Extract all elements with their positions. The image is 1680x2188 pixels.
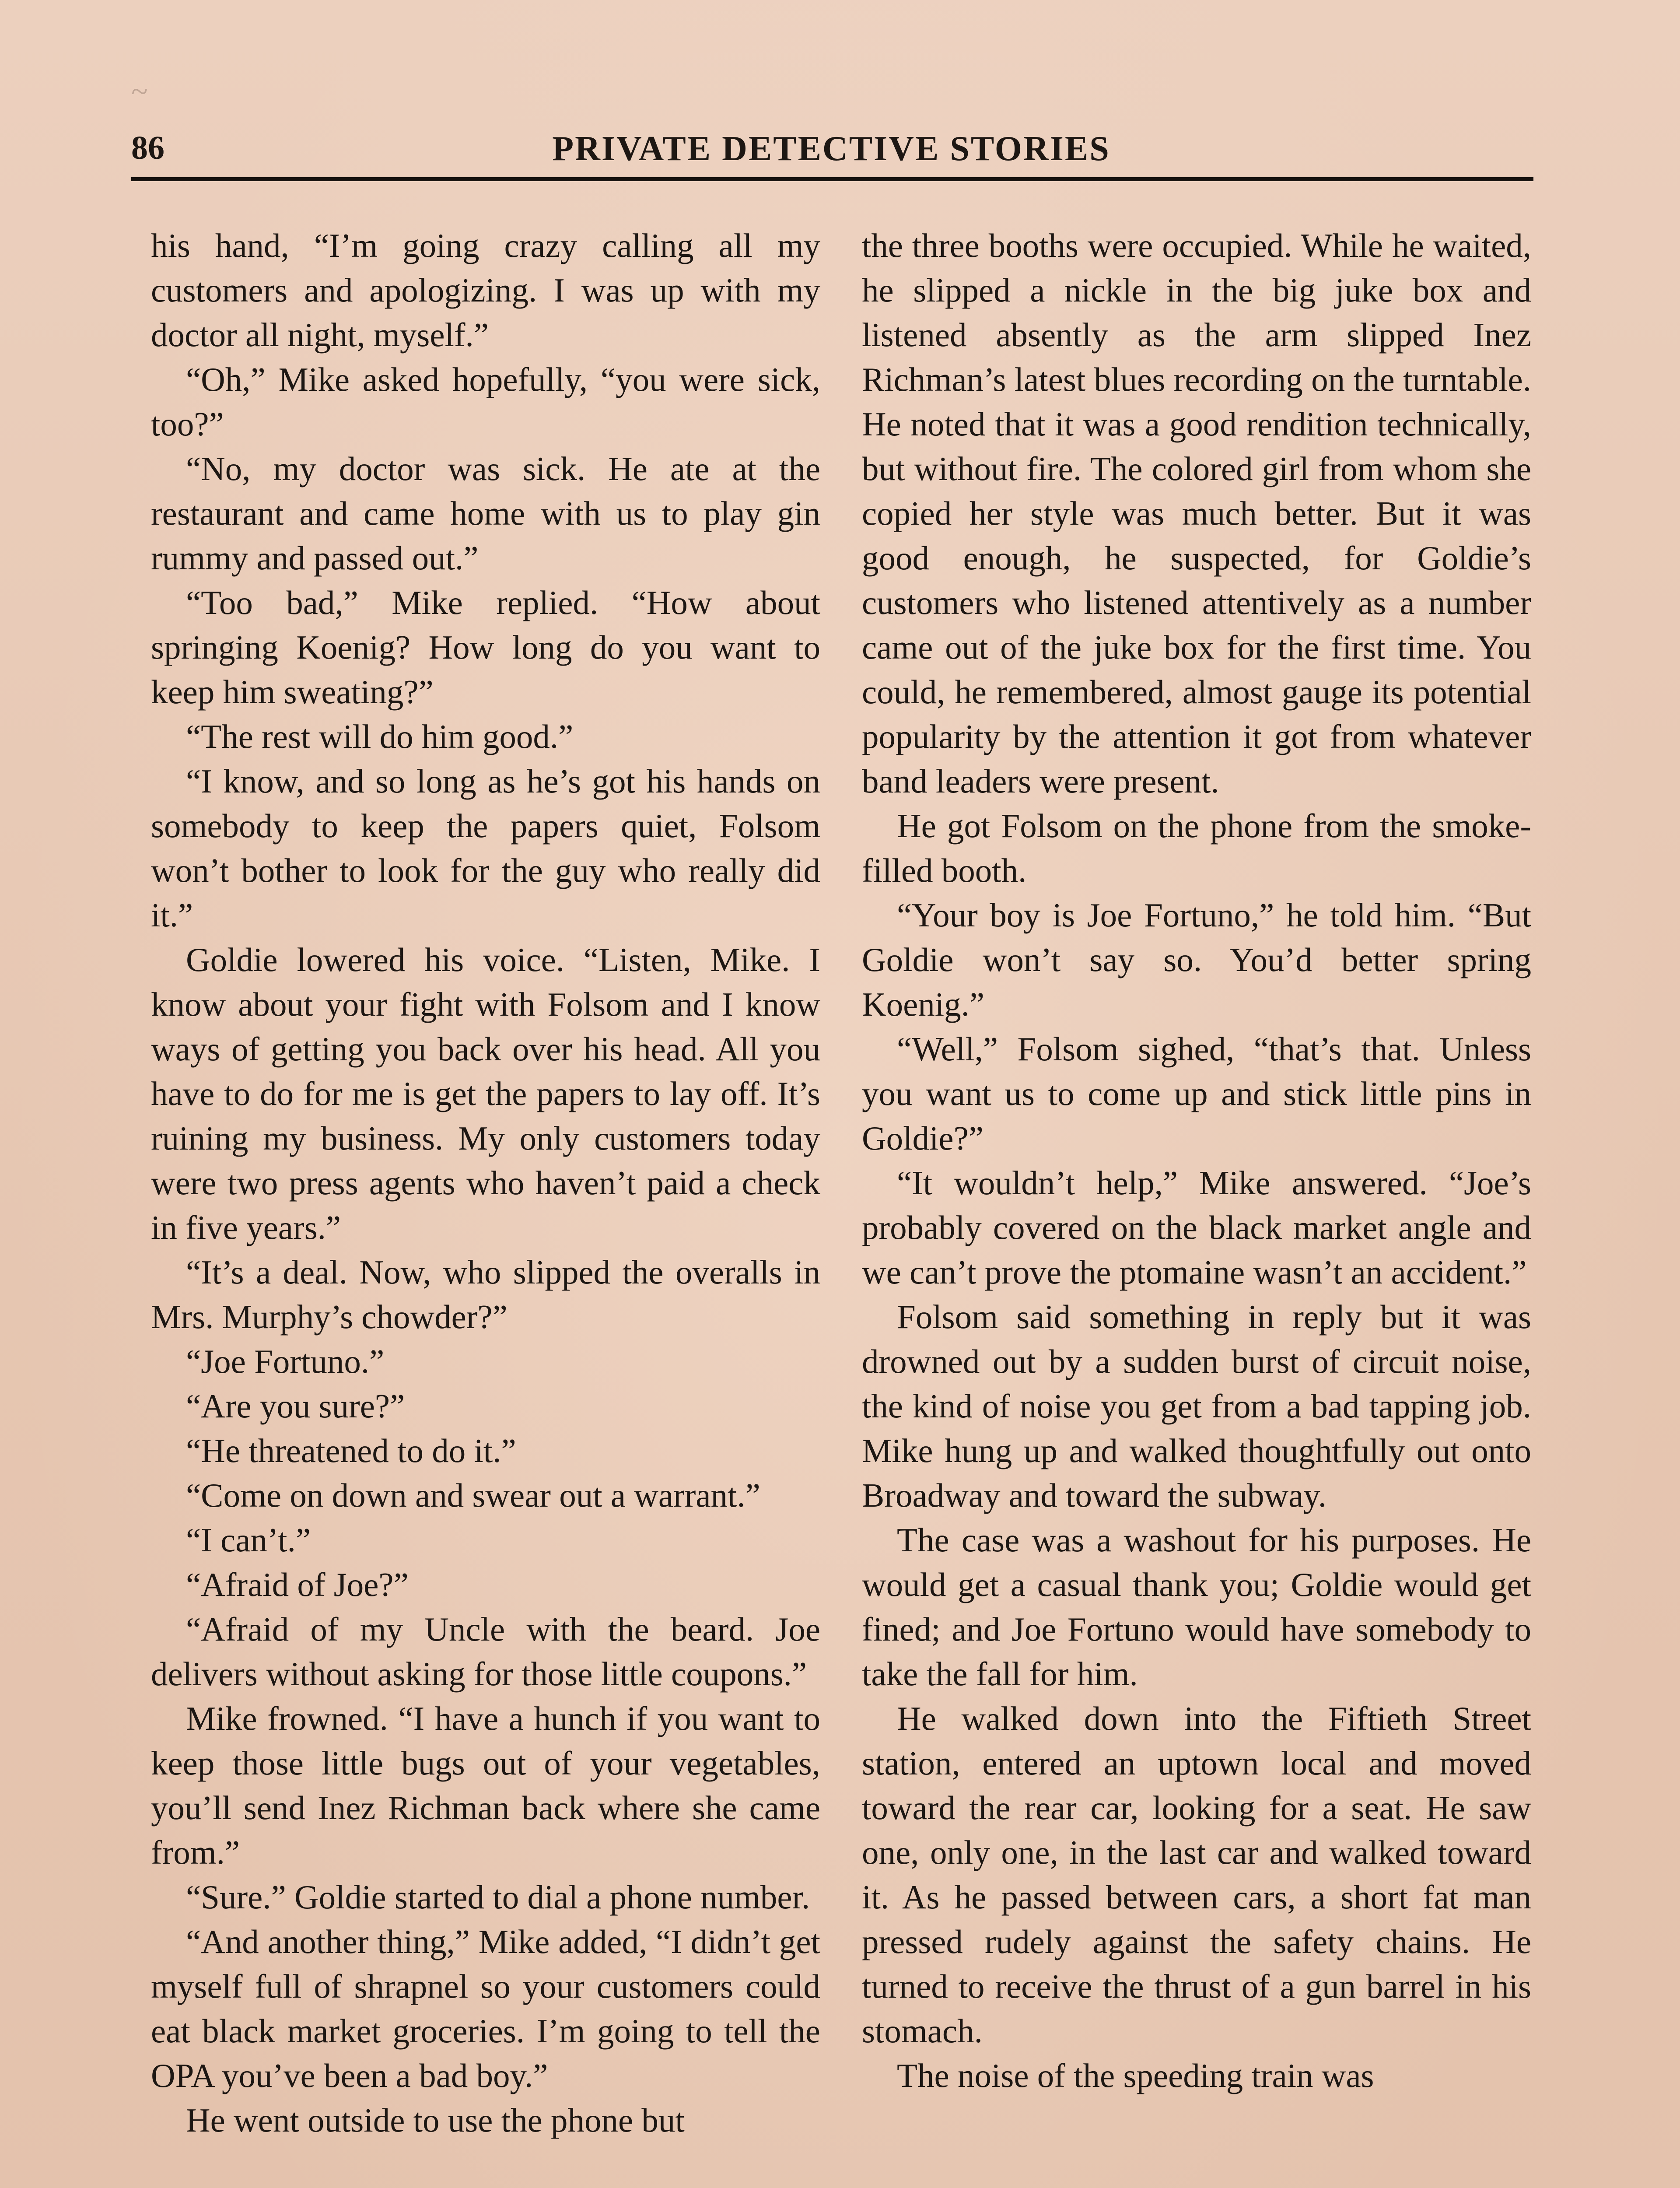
paragraph: “Sure.” Goldie started to dial a phone number. bbox=[186, 1878, 810, 1916]
paragraph: “And another thing,” Mike added, “I didn’t get myself full of shrapnel so your customers could eat black market groceries. I’m going to tell the OPA you’ve been a bad boy.” bbox=[151, 1923, 820, 2094]
paragraph: “Afraid of Joe?” bbox=[186, 1566, 409, 1603]
paragraph: The case was a washout for his purposes. He would get a casual thank you; Goldie would get fined; and Joe Fortuno would have somebody to take the fall for him. bbox=[862, 1521, 1531, 1693]
paragraph: “Come on down and swear out a warrant.” bbox=[186, 1476, 760, 1514]
page-smudge: ~ bbox=[131, 75, 150, 109]
paragraph: “He threatened to do it.” bbox=[186, 1432, 516, 1469]
paragraph: Goldie lowered his voice. “Listen, Mike. I know about your fight with Folsom and I know ways of getting you back over his head. All you have to do for me is get the papers to lay off. It’s ruining my business. My only customers today were two press agents who haven’t paid a check in five years.” bbox=[151, 941, 820, 1246]
paragraph: “I can’t.” bbox=[186, 1521, 311, 1559]
paragraph: He went outside to use the phone but bbox=[186, 2101, 685, 2139]
right-column bbox=[862, 223, 1531, 2098]
left-column bbox=[151, 223, 820, 2142]
paragraph: “I know, and so long as he’s got his hands on somebody to keep the papers quiet, Folsom won’t bother to look for the guy who really did it.” bbox=[151, 762, 820, 934]
paragraph: the three booths were occupied. While he waited, he slipped a nickle in the big juke box and listened absently as the arm slipped Inez Richman’s latest blues recording on the turntable. He noted that it was a good rendition technically, but without fire. The colored girl from whom she copied her style was much better. But it was good enough, he suspected, for Goldie’s customers who listened attentively as a number came out of the juke box for the first time. You could, he remembered, almost gauge its potential popularity by the attention it got from whatever band leaders were present. bbox=[862, 227, 1531, 800]
paragraph: “Oh,” Mike asked hopefully, “you were sick, too?” bbox=[151, 361, 820, 443]
paragraph: “Joe Fortuno.” bbox=[186, 1343, 385, 1380]
paragraph: Folsom said something in reply but it was drowned out by a sudden burst of circuit noise, the kind of noise you get from a bad tapping job. Mike hung up and walked thoughtfully out onto Broadway and toward the subway. bbox=[862, 1298, 1531, 1514]
page-header bbox=[131, 123, 1531, 179]
paragraph: his hand, “I’m going crazy calling all my customers and apologizing. I was up with my doctor all night, myself.” bbox=[151, 227, 820, 354]
paragraph: “Your boy is Joe Fortuno,” he told him. “But Goldie won’t say so. You’d better spring Koenig.” bbox=[862, 896, 1531, 1023]
paragraph: “Afraid of my Uncle with the beard. Joe delivers without asking for those little coupons.” bbox=[151, 1610, 820, 1693]
paragraph: “It’s a deal. Now, who slipped the overalls in Mrs. Murphy’s chowder?” bbox=[151, 1253, 820, 1336]
running-title: PRIVATE DETECTIVE STORIES bbox=[552, 130, 1110, 168]
paragraph: He walked down into the Fiftieth Street station, entered an uptown local and moved toward the rear car, looking for a seat. He saw one, only one, in the last car and walked toward it. As he passed between cars, a short fat man pressed rudely against the safety chains. He turned to receive the thrust of a gun barrel in his stomach. bbox=[862, 1700, 1531, 2050]
paragraph: The noise of the speeding train was bbox=[897, 2057, 1374, 2094]
paragraph: “Well,” Folsom sighed, “that’s that. Unless you want us to come up and stick little pins in Goldie?” bbox=[862, 1030, 1531, 1157]
paragraph: “No, my doctor was sick. He ate at the restaurant and came home with us to play gin rummy and passed out.” bbox=[151, 450, 820, 577]
page-number: 86 bbox=[131, 130, 164, 166]
header-rule bbox=[131, 177, 1533, 181]
paragraph: “Are you sure?” bbox=[186, 1387, 405, 1425]
paragraph: Mike frowned. “I have a hunch if you want to keep those little bugs out of your vegetables, you’ll send Inez Richman back where she came from.” bbox=[151, 1700, 820, 1871]
paragraph: “The rest will do him good.” bbox=[186, 718, 574, 755]
paragraph: “It wouldn’t help,” Mike answered. “Joe’s probably covered on the black market angle and we can’t prove the ptomaine wasn’t an accident.” bbox=[862, 1164, 1531, 1291]
paragraph: “Too bad,” Mike replied. “How about springing Koenig? How long do you want to keep him sweating?” bbox=[151, 584, 820, 711]
paragraph: He got Folsom on the phone from the smoke-filled booth. bbox=[862, 807, 1531, 889]
